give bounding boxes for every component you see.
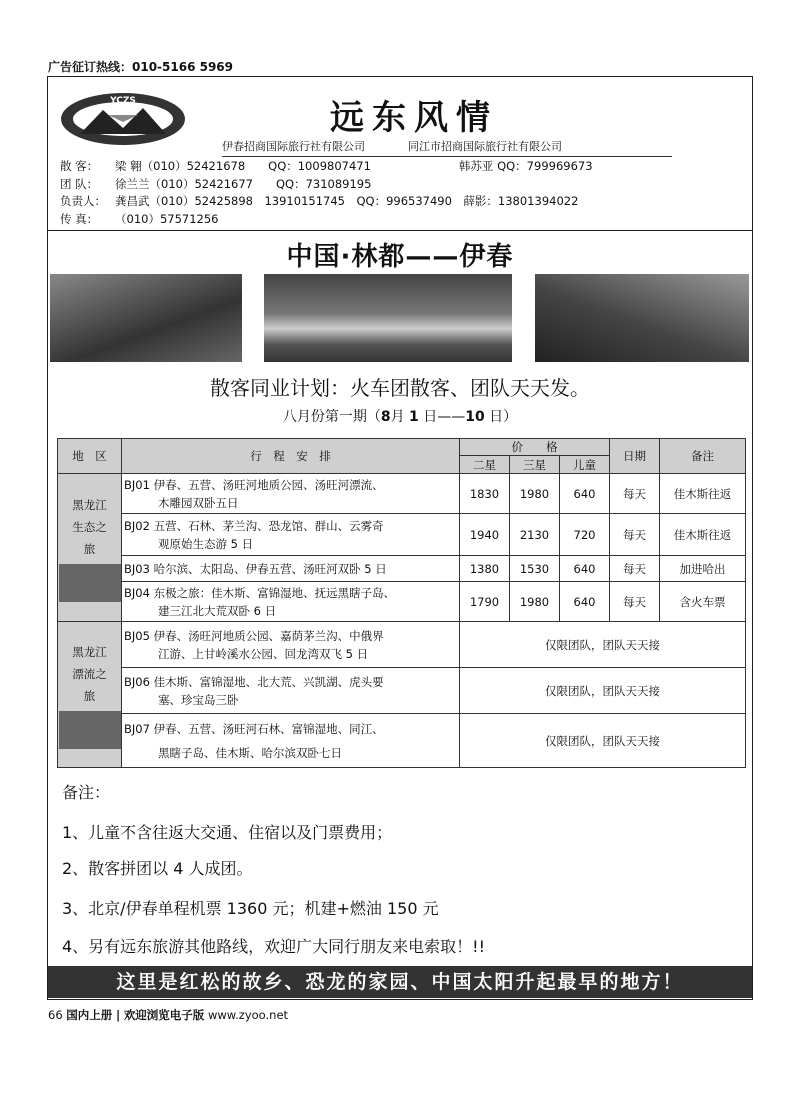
- note-item: 3、北京/伊春单程机票 1360 元；机建+燃油 150 元: [62, 899, 439, 918]
- group-only-note: 仅限团队，团队天天接: [460, 622, 746, 668]
- route-line: 观原始生态游 5 日: [158, 536, 254, 551]
- contact-block: [60, 158, 593, 228]
- region-label: 黑龙江漂流之旅: [72, 644, 107, 703]
- route-line: 建三江北大荒双卧 6 日: [158, 603, 277, 618]
- region-rafting: [58, 622, 122, 768]
- period-start: 1: [409, 409, 419, 425]
- period-month: 8: [380, 409, 391, 425]
- footer-site-link[interactable]: www.zyoo.net: [207, 1008, 289, 1022]
- period-end: 10: [465, 409, 485, 425]
- route-code: BJ05: [124, 628, 150, 643]
- price-star2: 1940: [460, 514, 510, 556]
- remark-cell: 加进哈出: [660, 556, 746, 582]
- contact-text: 徐兰兰（010）52421677 QQ：731089195: [115, 176, 372, 191]
- table-row: [58, 582, 746, 622]
- route-line: 木雕园双卧五日: [158, 495, 239, 510]
- route-code: BJ03: [124, 561, 150, 576]
- contact-extra: 韩苏亚 QQ：799969673: [458, 159, 593, 173]
- contact-label: 传 真：: [60, 211, 99, 226]
- header-star2: 二星: [460, 456, 510, 474]
- notes-title: 备注：: [62, 783, 111, 802]
- tour-table: [57, 438, 746, 768]
- contact-row-manager: [60, 193, 593, 211]
- price-child: 640: [560, 556, 610, 582]
- group-only-note: 仅限团队，团队天天接: [460, 714, 746, 768]
- contact-row-individual: [60, 158, 593, 176]
- agency-tongjiang: 同江市招商国际旅行社有限公司: [408, 140, 562, 153]
- page-footer: [48, 1007, 288, 1023]
- route-code: BJ02: [124, 518, 150, 533]
- company-logo: [58, 90, 188, 148]
- route-code: BJ06: [124, 674, 150, 689]
- route-cell: [122, 622, 460, 668]
- period-mid: 月: [390, 409, 410, 425]
- contact-text: （010）57571256: [115, 211, 219, 226]
- price-star3: 2130: [510, 514, 560, 556]
- section-divider: [48, 230, 752, 231]
- plan-title: 散客同业计划：火车团散客、团队天天发。: [210, 376, 590, 400]
- river-photo: [264, 274, 512, 362]
- note-item: 1、儿童不含往返大交通、住宿以及门票费用；: [62, 823, 393, 842]
- footer-section: 国内上册: [66, 1008, 113, 1022]
- brand-title: 远东风情: [330, 98, 498, 138]
- route-line: 东极之旅：佳木斯、富锦湿地、抚远黑瞎子岛、: [153, 585, 396, 600]
- table-row: [58, 622, 746, 668]
- agency-yichun: 伊春招商国际旅行社有限公司: [222, 140, 365, 153]
- route-line: 佳木斯、富锦湿地、北大荒、兴凯湖、虎头要: [153, 674, 384, 689]
- page-heading: 中国·林都——伊春: [286, 242, 514, 272]
- period-prefix: 八月份第一期（: [282, 409, 381, 425]
- remark-cell: 佳木斯往返: [660, 514, 746, 556]
- table-row: [58, 514, 746, 556]
- logo-text: YCZS: [110, 96, 136, 106]
- note-item: 2、散客拼团以 4 人成团。: [62, 859, 253, 878]
- agency-names: [222, 138, 672, 157]
- period-suffix: 日）: [484, 409, 518, 425]
- contact-label: 团 队：: [60, 176, 99, 191]
- page-number: 66: [48, 1008, 63, 1022]
- header-remark: 备注: [660, 439, 746, 474]
- route-code: BJ01: [124, 477, 150, 492]
- price-child: 640: [560, 474, 610, 514]
- period-mid2: 日——: [418, 409, 466, 425]
- slogan-banner: 这里是红松的故乡、恐龙的家园、中国太阳升起最早的地方！: [48, 966, 752, 998]
- price-star2: 1380: [460, 556, 510, 582]
- region-photo: [59, 564, 121, 602]
- contact-label: 散 客：: [60, 159, 99, 173]
- period-line: [0, 406, 800, 426]
- header-itinerary: 行 程 安 排: [122, 439, 460, 474]
- remark-cell: 佳木斯往返: [660, 474, 746, 514]
- table-row: [58, 556, 746, 582]
- route-cell: [122, 556, 460, 582]
- ad-hotline: 广告征订热线：010-5166 5969: [48, 60, 234, 74]
- header-price: 价 格: [460, 439, 610, 456]
- route-cell: [122, 514, 460, 556]
- contact-text: 梁 翱（010）52421678 QQ：1009807471: [115, 159, 371, 173]
- route-line: 江游、上甘岭溪水公园、回龙湾双飞 5 日: [158, 646, 369, 661]
- table-row: [58, 668, 746, 714]
- table-row: [58, 474, 746, 514]
- header-star3: 三星: [510, 456, 560, 474]
- price-star3: 1980: [510, 474, 560, 514]
- contact-text: 龚昌武（010）52425898 13910151745 QQ：996537490 薛影：13801394022: [115, 194, 579, 208]
- contact-row-fax: [60, 211, 593, 229]
- header-child: 儿童: [560, 456, 610, 474]
- forest-photo-1: [50, 274, 242, 362]
- footer-tagline: 欢迎浏览电子版: [123, 1008, 205, 1022]
- header-region: 地 区: [58, 439, 122, 474]
- route-line: 伊春、汤旺河地质公园、嘉荫茅兰沟、中俄界: [153, 628, 384, 643]
- forest-photo-2: [535, 274, 749, 362]
- header-date: 日期: [610, 439, 660, 474]
- date-cell: 每天: [610, 514, 660, 556]
- price-child: 640: [560, 582, 610, 622]
- group-only-note: 仅限团队，团队天天接: [460, 668, 746, 714]
- contact-label: 负责人：: [60, 194, 106, 208]
- route-line: 哈尔滨、太阳岛、伊春五营、汤旺河双卧 5 日: [153, 561, 387, 576]
- price-child: 720: [560, 514, 610, 556]
- price-star3: 1530: [510, 556, 560, 582]
- footer-separator: |: [115, 1008, 121, 1022]
- route-cell: [122, 582, 460, 622]
- route-line: 塞、珍宝岛三卧: [158, 692, 239, 707]
- price-star3: 1980: [510, 582, 560, 622]
- date-cell: 每天: [610, 582, 660, 622]
- route-line: 伊春、五营、汤旺河石林、富锦湿地、同江、: [153, 721, 384, 736]
- contact-row-group: [60, 176, 593, 194]
- route-line: 五营、石林、茅兰沟、恐龙馆、群山、云雾奇: [153, 518, 384, 533]
- region-photo: [59, 711, 121, 749]
- route-cell: [122, 714, 460, 768]
- route-line: 伊春、五营、汤旺河地质公园、汤旺河漂流、: [153, 477, 384, 492]
- route-cell: [122, 474, 460, 514]
- date-cell: 每天: [610, 474, 660, 514]
- note-item: 4、另有远东旅游其他路线，欢迎广大同行朋友来电索取！!!: [62, 937, 486, 956]
- route-line: 黑瞎子岛、佳木斯、哈尔滨双卧七日: [158, 745, 342, 760]
- price-star2: 1790: [460, 582, 510, 622]
- route-cell: [122, 668, 460, 714]
- remark-cell: 含火车票: [660, 582, 746, 622]
- region-ecology: [58, 474, 122, 622]
- table-row: [58, 714, 746, 768]
- region-label: 黑龙江生态之旅: [72, 497, 107, 556]
- price-star2: 1830: [460, 474, 510, 514]
- route-code: BJ07: [124, 721, 150, 736]
- date-cell: 每天: [610, 556, 660, 582]
- route-code: BJ04: [124, 585, 150, 600]
